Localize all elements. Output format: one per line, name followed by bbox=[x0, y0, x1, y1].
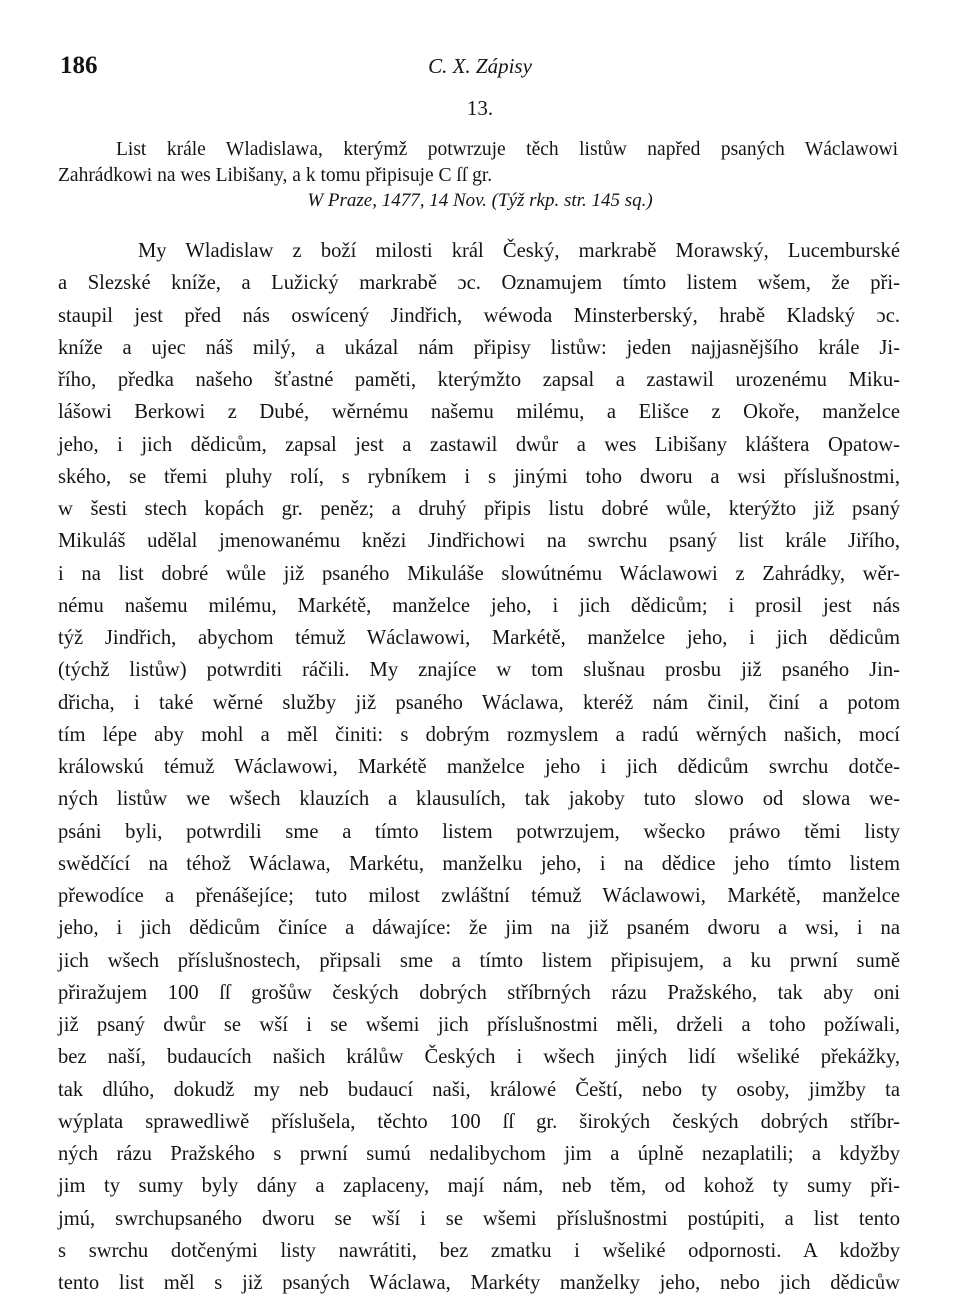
body-line: psáni byli, potwrdili sme a tímto listem potwrzujem, wšecko práwo těmi listy bbox=[58, 820, 900, 843]
body-line: přewodíce a přenášejíce; tuto milost zwláštní témuž Wáclawowi, Markétě, manželce bbox=[58, 885, 900, 907]
body-line: již psaný dwůr se wší i se wšemi jich příslušnostmi měli, drželi a toho požíwali, bbox=[58, 1014, 900, 1036]
body-line: kníže a ujec náš milý, a ukázal nám připisy listůw: jeden najjasnějšího krále Ji- bbox=[58, 336, 900, 359]
body-line: jim ty sumy byly dány a zaplaceny, mají nám, neb těm, od kohož ty sumy při- bbox=[58, 1175, 900, 1198]
body-line: ského, se třemi pluhy rolí, s rybníkem i s jinými toho dworu a wsi příslušnostmi, bbox=[58, 465, 900, 488]
body-line: ných rázu Pražského s prwní sumú nedalibychom jim a úplně nezaplatili; a kdyžby bbox=[58, 1143, 900, 1165]
regest-line: Zahrádkowi na wes Libišany, a k tomu připisuje C ſſ gr. bbox=[58, 165, 493, 186]
body-line: tento list měl s již psaných Wáclawa, Markéty manželky jeho, nebo jich dědicůw bbox=[58, 1272, 900, 1294]
body-line: králowskú témuž Wáclawowi, Markétě manželce jeho i jich dědicům swrchu dotče- bbox=[58, 756, 900, 778]
body-line: staupil jest před nás oswícený Jindřich, wéwoda Minsterberský, hrabě Kladský ɔc. bbox=[58, 304, 900, 327]
body-line: swědčící na téhož Wáclawa, Markétu, manželku jeho, i na dědice jeho tímto listem bbox=[58, 852, 900, 875]
body-line: bez naší, budaucích našich králůw Českých i wšech jiných lidí wšeliké překážky, bbox=[58, 1046, 900, 1069]
body-line: s swrchu dotčenými listy nawrátiti, bez zmatku i wšeliké odpornosti. A kdožby bbox=[58, 1239, 900, 1262]
body-line: Mikuláš udělal jmenowanému knězi Jindřichowi na swrchu psaný list krále Jiřího, bbox=[58, 530, 900, 553]
body-line: přiražujem 100 ſſ grošůw českých dobrých stříbrných rázu Pražského, tak aby oni bbox=[58, 981, 900, 1004]
body-line: řího, předka našeho šťastné paměti, kterýmžto zapsal a zastawil urozenému Miku- bbox=[58, 369, 900, 391]
body-line: i na list dobré wůle již psaného Mikuláše slowútnému Wáclawowi z Zahrádky, wěr- bbox=[58, 562, 900, 585]
body-line: (týchž listůw) potwrditi ráčili. My znajíce w tom slušnau prosbu již psaného Jin- bbox=[58, 659, 900, 682]
body-line: ných listůw we wšech klauzích a klausulích, tak jakoby tuto slowo od slowa we- bbox=[58, 788, 900, 811]
body-line: a Slezské kníže, a Lužický markrabě ɔc. Oznamujem tímto listem wšem, že při- bbox=[58, 272, 900, 295]
body-line: wýplata sprawedliwě příslušela, těchto 100 ſſ gr. širokých českých dobrých stříbr- bbox=[58, 1110, 900, 1133]
body-line: týž Jindřich, abychom témuž Wáclawowi, Markétě, manželce jeho, i jich dědicům bbox=[58, 627, 900, 649]
body-line: jich wšech příslušnostech, připsali sme a tímto listem připisujem, a ku prwní sumě bbox=[58, 949, 900, 972]
body-line: tím lépe aby mohl a měl činiti: s dobrým rozmyslem a radú wěrných našich, mocí bbox=[58, 723, 900, 746]
body-line: nému našemu milému, Markétě, manželce jeho, i jich dědicům; i prosil jest nás bbox=[58, 594, 900, 617]
page-number: 186 bbox=[60, 52, 98, 79]
document-regest bbox=[58, 137, 898, 189]
running-head bbox=[60, 52, 900, 88]
document-number: 13. bbox=[466, 96, 494, 120]
body-line: w šesti stech kopách gr. peněz; a druhý připis listu dobré wůle, kterýžto již psaný bbox=[58, 498, 900, 520]
body-line: dřicha, i také wěrné služby již psaného Wáclawa, kteréž nám činil, činí a potom bbox=[58, 691, 900, 714]
document-body bbox=[58, 235, 900, 1299]
body-line: jeho, i jich dědicům, zapsal jest a zastawil dwůr a wes Libišany kláštera Opatow- bbox=[58, 433, 900, 456]
regest-line: List krále Wladislawa, kterýmž potwrzuje těch listůw napřed psaných Wáclawowi bbox=[116, 139, 898, 160]
section-title: C. X. Zápisy bbox=[428, 54, 532, 78]
body-line: jeho, i jich dědicům činíce a dáwajíce: že jim na již psaném dworu a wsi, i na bbox=[58, 917, 900, 940]
body-line: lášowi Berkowi z Dubé, wěrnému našemu milému, a Elišce z Okoře, manželce bbox=[58, 401, 900, 424]
body-line: jmú, swrchupsaného dworu se wší i se wšemi příslušnostmi postúpiti, a list tento bbox=[58, 1207, 900, 1230]
body-line: My Wladislaw z boží milosti král Český, markrabě Morawský, Lucemburské bbox=[138, 240, 900, 262]
body-line: tak dlúho, dokudž my neb budaucí naši, králowé Čeští, nebo ty osoby, jimžby ta bbox=[58, 1078, 900, 1101]
source-citation: W Praze, 1477, 14 Nov. (Týž rkp. str. 145 sq.) bbox=[307, 190, 653, 211]
